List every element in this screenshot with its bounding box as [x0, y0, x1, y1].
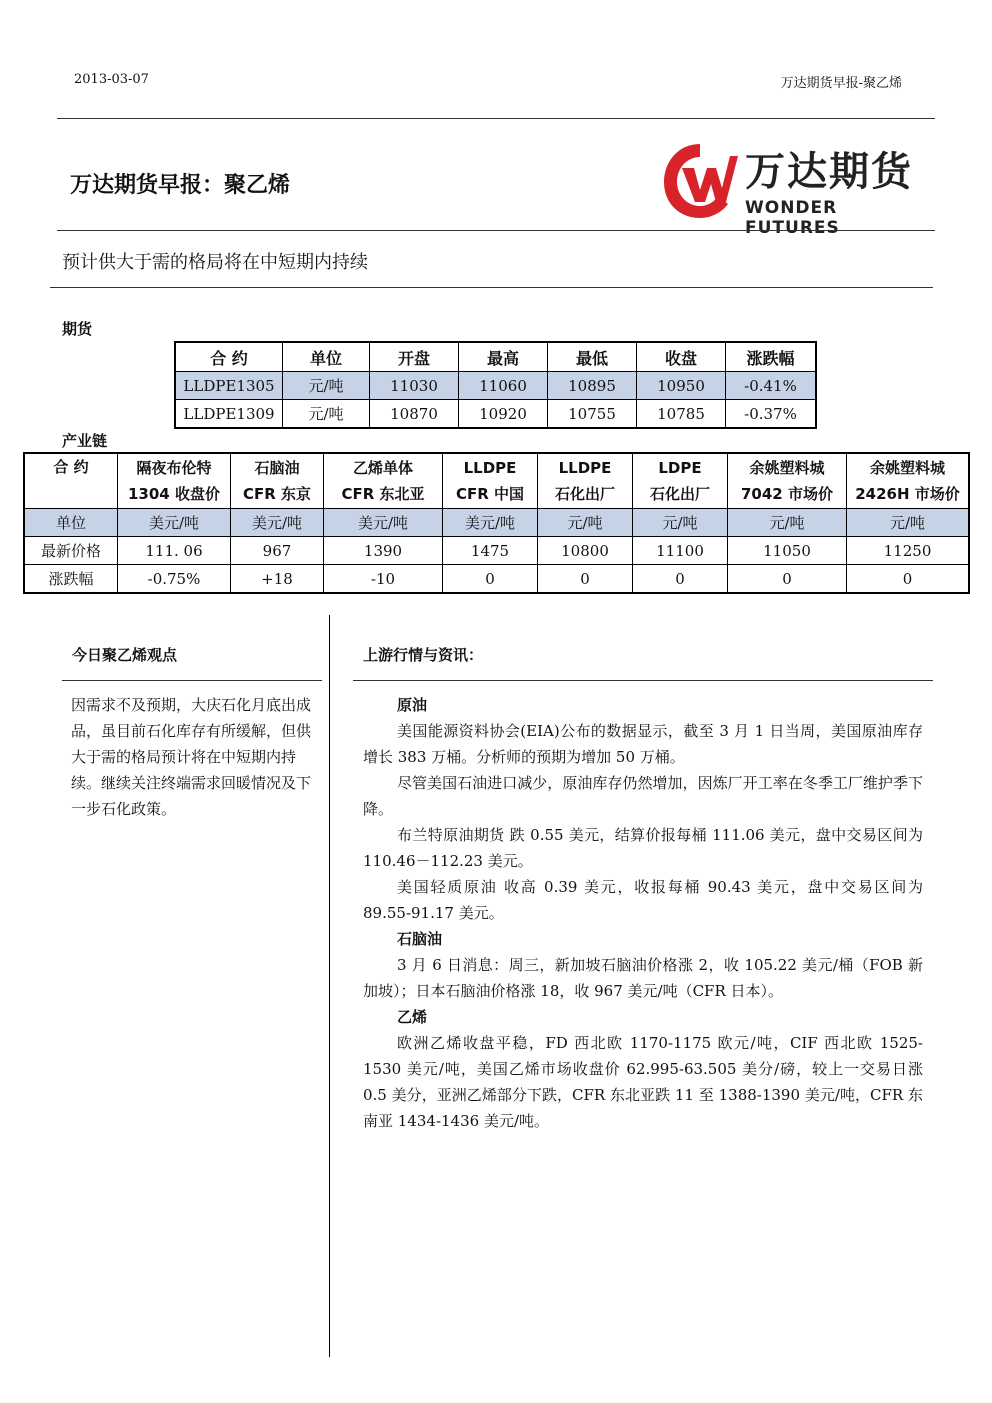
- industry-row: [24, 509, 969, 537]
- industry-header-line: 石化出厂: [649, 485, 710, 503]
- industry-header-line: 余姚塑料城: [869, 459, 945, 477]
- industry-cell: 0: [538, 565, 633, 594]
- company-logo: [660, 138, 935, 238]
- industry-cell: 0: [847, 565, 970, 594]
- industry-cell: 最新价格: [24, 537, 118, 565]
- futures-cell: 10755: [548, 400, 637, 429]
- column-divider: [329, 615, 330, 1357]
- industry-cell: 0: [728, 565, 847, 594]
- industry-header-line: LLDPE: [558, 459, 612, 477]
- futures-cell: 元/吨: [283, 372, 370, 400]
- upstream-body: [363, 692, 923, 1134]
- report-title: 万达期货早报：聚乙烯: [70, 173, 291, 198]
- futures-header-cell: 涨跌幅: [726, 342, 817, 372]
- viewpoint-body: 因需求不及预期，大庆石化月底出成品，虽目前石化库存有所缓解，但供大于需的格局预计将在中短期内持续。继续关注终端需求回暖情况及下一步石化政策。: [71, 696, 312, 818]
- futures-label: 期货: [62, 320, 93, 338]
- industry-header-line: 石脑油: [254, 459, 300, 477]
- futures-row: [175, 372, 816, 400]
- industry-header-line: 7042 市场价: [741, 485, 833, 503]
- futures-cell: 10895: [548, 372, 637, 400]
- industry-cell: 111. 06: [118, 537, 231, 565]
- industry-header-cell: [538, 453, 633, 509]
- industry-header-line: 1304 收盘价: [128, 485, 220, 503]
- industry-cell: 11250: [847, 537, 970, 565]
- naphtha-heading: 石脑油: [397, 930, 443, 948]
- futures-header-row: [175, 342, 816, 372]
- crude-oil-paragraph: 美国能源资料协会(EIA)公布的数据显示，截至 3 月 1 日当周，美国原油库存增长 383 万桶。分析师的预期为增加 50 万桶。: [363, 722, 923, 766]
- industry-row: [24, 565, 969, 594]
- viewpoint-rule: [62, 680, 322, 681]
- futures-cell: -0.37%: [726, 400, 817, 429]
- industry-cell: 10800: [538, 537, 633, 565]
- industry-cell: 涨跌幅: [24, 565, 118, 594]
- futures-cell: LLDPE1309: [175, 400, 283, 429]
- industry-label: 产业链: [62, 432, 108, 450]
- header-rule: [57, 118, 935, 119]
- industry-header-line: 2426H 市场价: [855, 485, 960, 503]
- crude-oil-paragraph: 尽管美国石油进口减少，原油库存仍然增加，因炼厂开工率在冬季工厂维护季下降。: [363, 774, 923, 818]
- industry-cell: 1475: [443, 537, 538, 565]
- industry-cell: 11050: [728, 537, 847, 565]
- crude-oil-heading: 原油: [397, 696, 428, 714]
- industry-cell: 11100: [633, 537, 728, 565]
- industry-cell: 美元/吨: [231, 509, 324, 537]
- industry-header-line: LLDPE: [463, 459, 517, 477]
- futures-cell: 10920: [459, 400, 548, 429]
- futures-cell: -0.41%: [726, 372, 817, 400]
- industry-header-line: CFR 东北亚: [341, 485, 425, 503]
- futures-cell: 10870: [370, 400, 459, 429]
- industry-cell: 美元/吨: [118, 509, 231, 537]
- industry-cell: 美元/吨: [443, 509, 538, 537]
- viewpoint-title: 今日聚乙烯观点: [72, 646, 178, 664]
- industry-cell: 元/吨: [728, 509, 847, 537]
- ethylene-paragraph: 欧洲乙烯收盘平稳，FD 西北欧 1170-1175 欧元/吨，CIF 西北欧 1525-1530 美元/吨，美国乙烯市场收盘价 62.995-63.505 美分/磅，较上一交易日涨 0.5 美分，亚洲乙烯部分下跌，CFR 东北亚跌 11 至 1388-1390 美元/吨，CFR 东南亚 1434-1436 美元/吨。: [363, 1034, 923, 1130]
- industry-header-cell: [847, 453, 970, 509]
- report-subtitle: 预计供大于需的格局将在中短期内持续: [62, 252, 368, 273]
- industry-cell: 元/吨: [633, 509, 728, 537]
- industry-cell: 1390: [324, 537, 443, 565]
- industry-cell: 0: [443, 565, 538, 594]
- futures-cell: 10785: [637, 400, 726, 429]
- futures-row: [175, 400, 816, 429]
- futures-table: [174, 341, 817, 429]
- industry-header-line: CFR 中国: [455, 485, 525, 503]
- futures-header-cell: 合 约: [175, 342, 283, 372]
- crude-oil-paragraph: 美国轻质原油 收高 0.39 美元，收报每桶 90.43 美元，盘中交易区间为 89.55-91.17 美元。: [363, 878, 923, 922]
- crude-oil-paragraph: 布兰特原油期货 跌 0.55 美元，结算价报每桶 111.06 美元，盘中交易区间为 110.46－112.23 美元。: [363, 826, 923, 870]
- upstream-rule: [353, 680, 933, 681]
- industry-header-cell: [443, 453, 538, 509]
- industry-cell: 0: [633, 565, 728, 594]
- industry-header-line: 乙烯单体: [352, 459, 413, 477]
- industry-cell: 967: [231, 537, 324, 565]
- logo-mark-icon: [660, 138, 740, 222]
- industry-header-cell: [324, 453, 443, 509]
- industry-cell: -10: [324, 565, 443, 594]
- futures-header-cell: 最低: [548, 342, 637, 372]
- naphtha-paragraph: 3 月 6 日消息：周三，新加坡石脑油价格涨 2，收 105.22 美元/桶（FOB 新加坡）；日本石脑油价格涨 18，收 967 美元/吨（CFR 日本）。: [363, 956, 923, 1000]
- industry-table: [23, 452, 970, 594]
- ethylene-heading: 乙烯: [397, 1008, 428, 1026]
- industry-header-cell: [728, 453, 847, 509]
- futures-cell: LLDPE1305: [175, 372, 283, 400]
- industry-cell: +18: [231, 565, 324, 594]
- futures-cell: 元/吨: [283, 400, 370, 429]
- header-date: 2013-03-07: [74, 72, 149, 87]
- upstream-title: 上游行情与资讯：: [363, 646, 484, 664]
- industry-header-line: 隔夜布伦特: [136, 459, 212, 477]
- industry-header-cell: [118, 453, 231, 509]
- industry-header-line: 合 约: [53, 458, 89, 476]
- industry-cell: 元/吨: [847, 509, 970, 537]
- industry-cell: 元/吨: [538, 509, 633, 537]
- industry-header-line: 石化出厂: [554, 485, 615, 503]
- logo-chinese-name: 万达期货: [745, 149, 913, 195]
- futures-cell: 10950: [637, 372, 726, 400]
- industry-header-cell: [24, 453, 118, 509]
- industry-cell: -0.75%: [118, 565, 231, 594]
- industry-cell: 单位: [24, 509, 118, 537]
- futures-cell: 11030: [370, 372, 459, 400]
- industry-header-line: 余姚塑料城: [749, 459, 825, 477]
- industry-header-cell: [231, 453, 324, 509]
- industry-header-row: [24, 453, 969, 509]
- futures-header-cell: 单位: [283, 342, 370, 372]
- industry-row: [24, 537, 969, 565]
- futures-header-cell: 开盘: [370, 342, 459, 372]
- futures-header-cell: 最高: [459, 342, 548, 372]
- industry-header-line: CFR 东京: [242, 485, 312, 503]
- industry-cell: 美元/吨: [324, 509, 443, 537]
- futures-cell: 11060: [459, 372, 548, 400]
- title-rule: [57, 230, 935, 231]
- futures-header-cell: 收盘: [637, 342, 726, 372]
- header-doc-label: 万达期货早报-聚乙烯: [780, 76, 902, 91]
- industry-header-line: LDPE: [658, 459, 702, 477]
- logo-english-name: WONDER FUTURES: [745, 198, 840, 238]
- subtitle-rule: [50, 287, 933, 288]
- industry-header-cell: [633, 453, 728, 509]
